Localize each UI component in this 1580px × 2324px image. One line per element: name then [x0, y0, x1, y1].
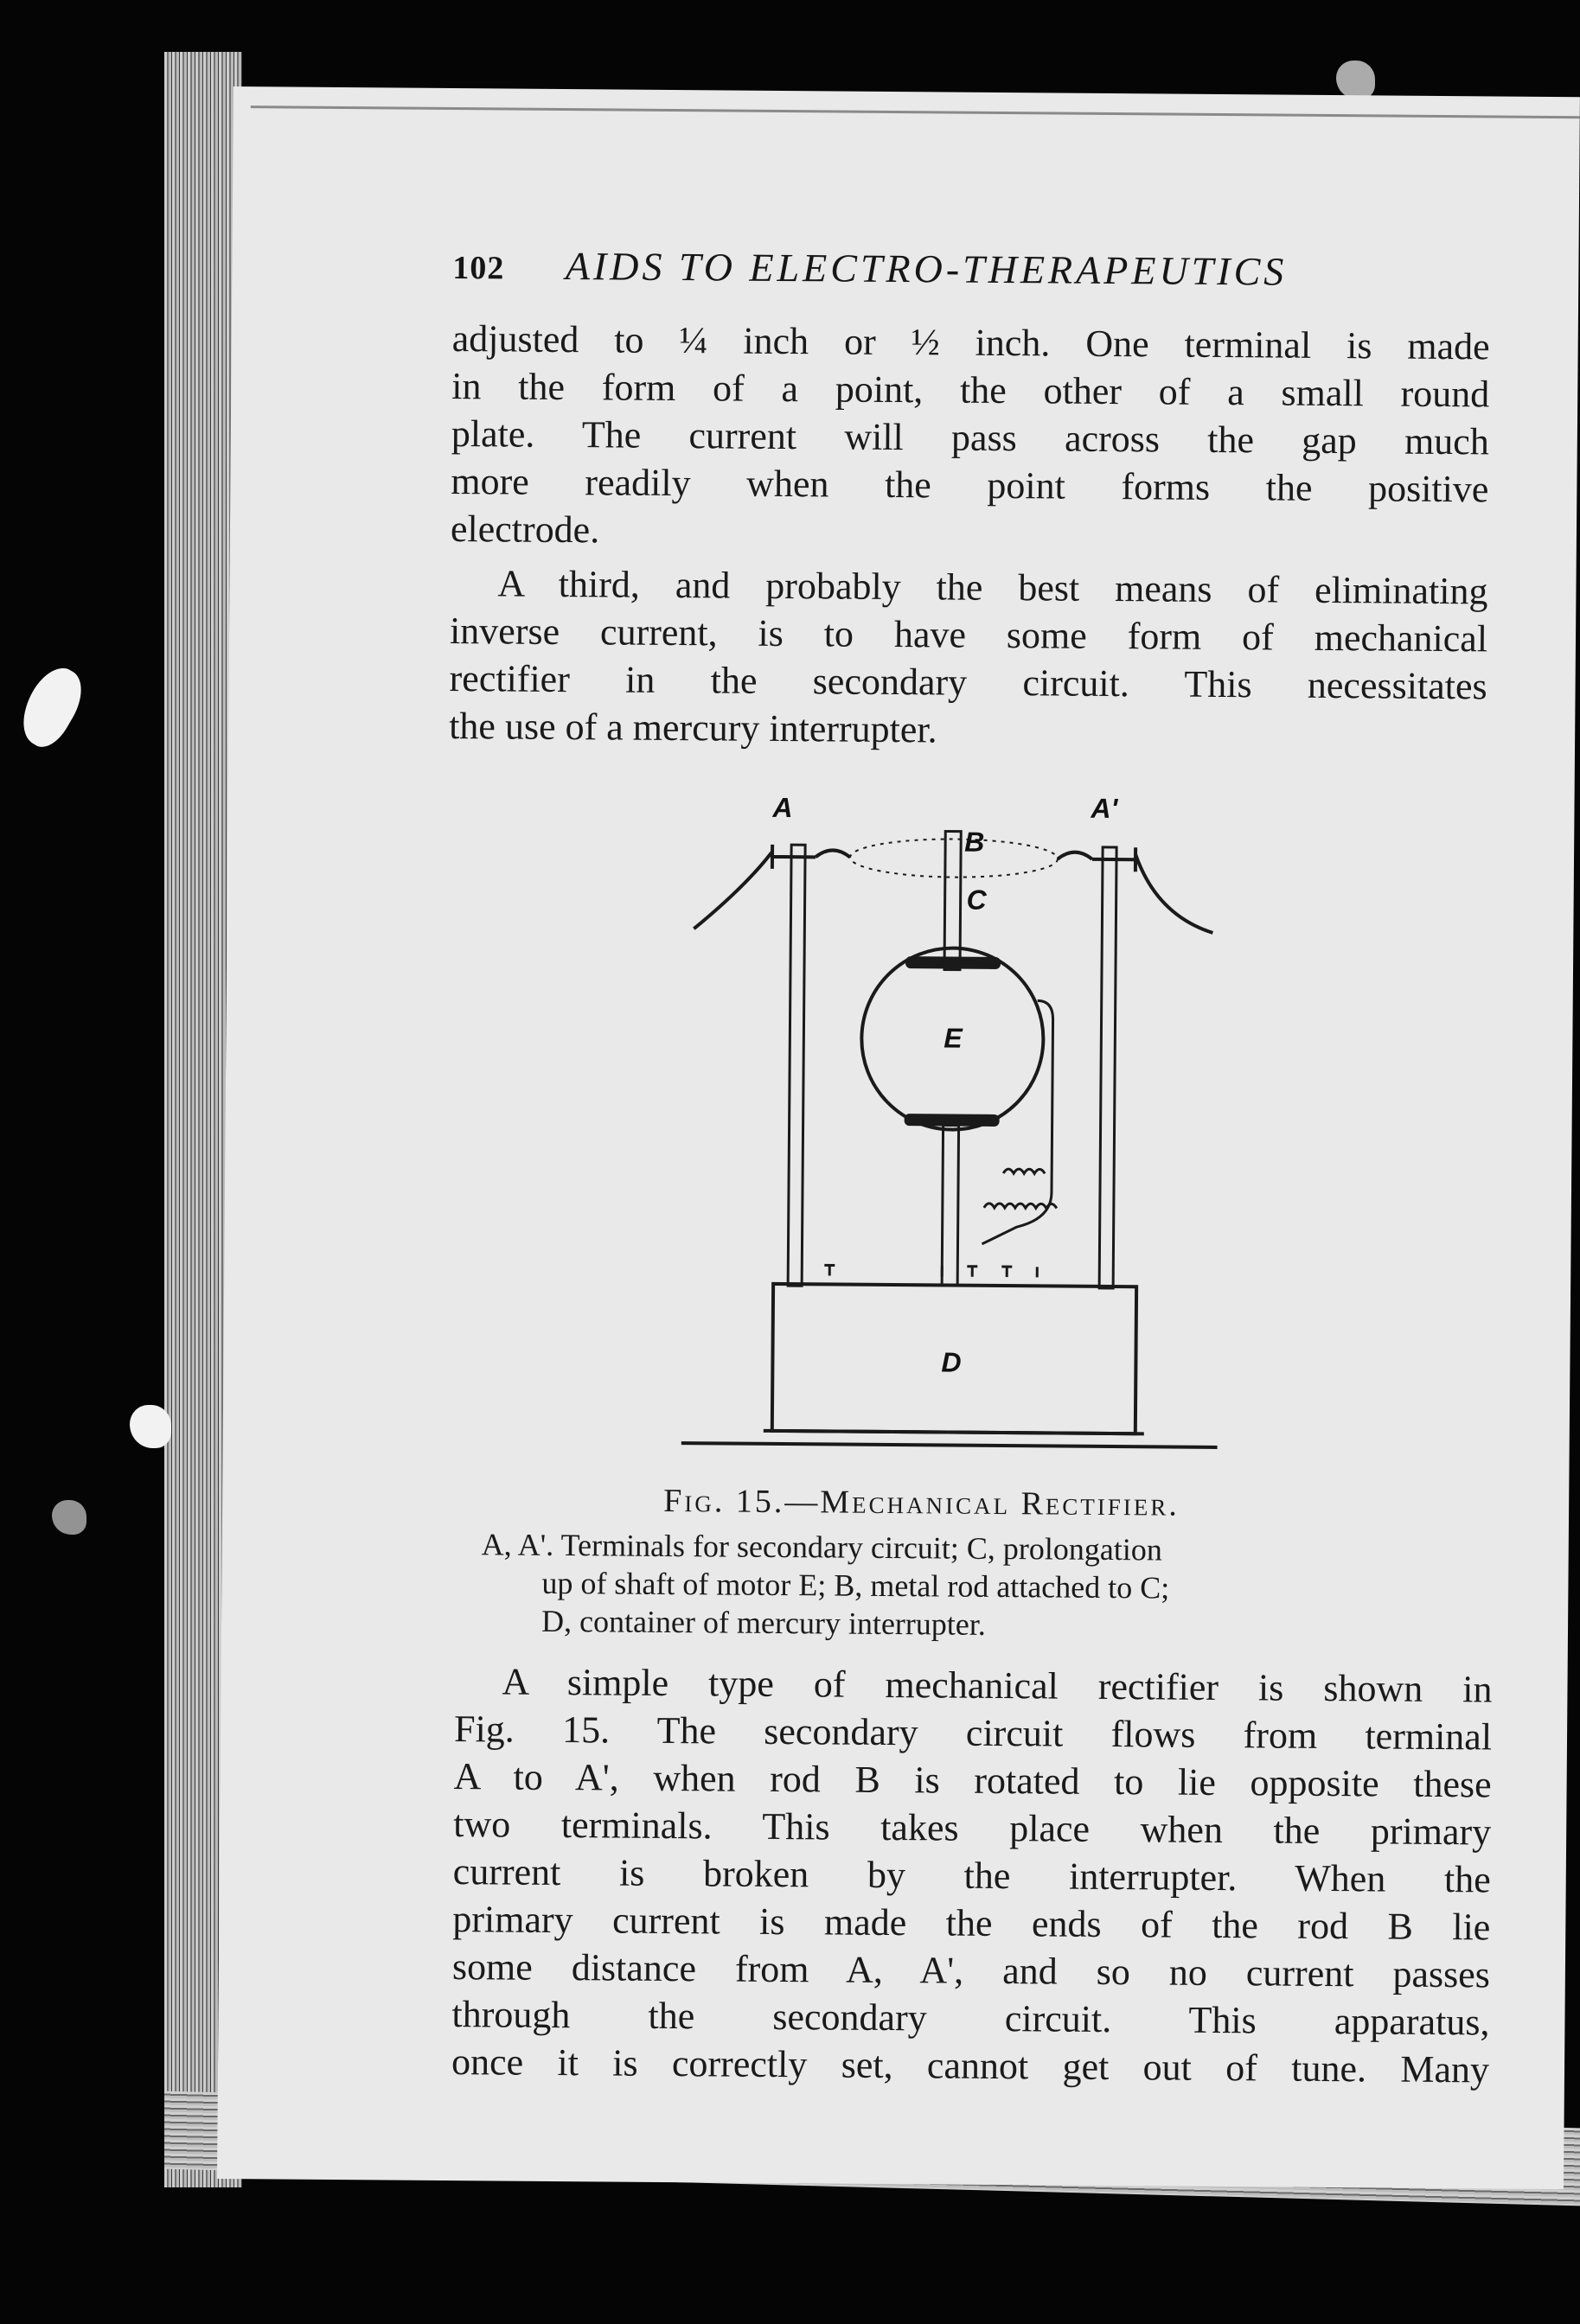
figure-caption-title: Fig. 15.—Mechanical Rectifier.	[663, 1482, 1180, 1523]
text-line: Fig. 15. The secondary circuit flows from terminal	[453, 1708, 1493, 1759]
post-a-prime	[1099, 847, 1116, 1288]
label-b: B	[964, 826, 985, 858]
text-line: A third, and probably the best means of eliminating	[497, 562, 1488, 613]
page-header	[452, 242, 1577, 297]
scan-blemish	[1336, 61, 1375, 99]
text-line: adjusted to ¼ inch or ½ inch. One terminal is made	[451, 316, 1490, 368]
text-line: inverse current, is to have some form of mechanical	[449, 609, 1488, 661]
paragraph-2	[449, 559, 1488, 757]
paragraph-1	[451, 315, 1490, 560]
terminal-a-prime	[1058, 847, 1135, 872]
rod-b-path	[850, 839, 1058, 878]
left-wire	[694, 851, 772, 929]
scan-blemish	[10, 660, 93, 755]
rectifier-diagram	[681, 790, 1223, 1452]
legend-line: A, A'. Terminals for secondary circuit; C, prolongation	[481, 1527, 1163, 1567]
legend-line: D, container of mercury interrupter.	[541, 1603, 987, 1642]
text-line: A to A', when rod B is rotated to lie opposite these	[453, 1755, 1492, 1806]
text-line: primary current is made the ends of the rod B lie	[452, 1898, 1491, 1949]
text-line: in the form of a point, the other of a small round	[451, 364, 1490, 416]
running-title: AIDS TO ELECTRO-THERAPEUTICS	[565, 244, 1288, 294]
text-line: electrode.	[450, 507, 600, 552]
label-c: C	[966, 884, 987, 916]
label-a: A	[772, 791, 793, 824]
label-e: E	[944, 1022, 963, 1054]
text-line: the use of a mercury interrupter.	[449, 704, 937, 751]
upper-brush	[905, 956, 1001, 969]
binding-screws	[824, 1265, 1037, 1277]
text-line: current is broken by the interrupter. When the	[452, 1850, 1491, 1901]
scan-blemish	[130, 1405, 171, 1448]
label-a-prime: A'	[1091, 792, 1118, 825]
text-line: plate. The current will pass across the gap much	[451, 412, 1490, 463]
figure-legend	[481, 1525, 1519, 1647]
text-line: more readily when the point forms the positive	[451, 459, 1489, 511]
figure-15-illustration	[681, 790, 1223, 1452]
text-line: A simple type of mechanical rectifier is shown in	[502, 1660, 1493, 1711]
right-wire	[1135, 854, 1213, 933]
scan-blemish	[52, 1500, 86, 1535]
paragraph-3	[451, 1657, 1493, 2093]
label-d: D	[941, 1346, 962, 1378]
page-number: 102	[452, 249, 505, 287]
text-line: once it is correctly set, cannot get out of tune. Many	[451, 2040, 1490, 2091]
lower-shaft	[942, 1125, 958, 1285]
coil-loops	[984, 1169, 1057, 1209]
lower-brush	[905, 1114, 1000, 1127]
text-line: some distance from A, A', and so no current passes	[451, 1945, 1491, 1996]
book-page	[217, 86, 1580, 2189]
base-line	[681, 1430, 1218, 1447]
post-a	[788, 845, 805, 1286]
legend-line: up of shaft of motor E; B, metal rod attached to C;	[541, 1565, 1170, 1606]
text-line: two terminals. This takes place when the primary	[453, 1803, 1492, 1854]
terminal-a	[772, 845, 850, 870]
text-line: through the secondary circuit. This apparatus,	[451, 1993, 1490, 2044]
text-line: rectifier in the secondary circuit. This necessitates	[449, 656, 1487, 708]
